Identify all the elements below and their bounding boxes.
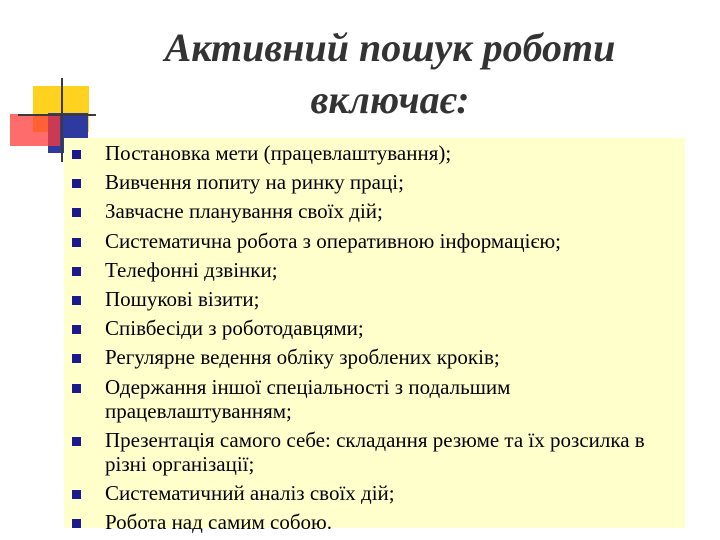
square-bullet-icon <box>72 354 81 363</box>
list-item-text: Телефонні дзвінки; <box>105 257 278 282</box>
list-item-text: Робота над самим собою. <box>105 510 332 535</box>
title-line-1: Активний пошук роботи <box>164 25 616 70</box>
square-bullet-icon <box>72 384 81 393</box>
square-bullet-icon <box>72 490 81 499</box>
bullet-list <box>72 141 672 539</box>
list-item <box>72 345 672 369</box>
list-item-text: Вивчення попиту на ринку праці; <box>105 170 404 195</box>
title-line-2: включає: <box>310 77 470 122</box>
list-item <box>72 287 672 311</box>
list-item-text: Завчасне планування своїх дій; <box>105 199 383 224</box>
list-item <box>72 510 672 534</box>
square-bullet-icon <box>72 267 81 276</box>
list-item-text: Одержання іншої спеціальності з подальшим працевлаштуванням; <box>105 374 511 423</box>
square-bullet-icon <box>72 179 81 188</box>
list-item <box>72 428 672 476</box>
red-square-icon <box>10 114 60 146</box>
square-bullet-icon <box>72 325 81 334</box>
list-item <box>72 229 672 253</box>
list-item <box>72 258 672 282</box>
square-bullet-icon <box>72 437 81 446</box>
list-item-text: Співбесіди з роботодавцями; <box>105 316 364 341</box>
square-bullet-icon <box>72 519 81 528</box>
list-item-text: Презентація самого себе: складання резюме та їх розсилка в різні організації; <box>105 427 645 476</box>
list-item <box>72 199 672 223</box>
square-bullet-icon <box>72 150 81 159</box>
list-item <box>72 170 672 194</box>
square-bullet-icon <box>72 208 81 217</box>
list-item-text: Пошукові візити; <box>105 286 260 311</box>
list-item-text: Регулярне ведення обліку зроблених кроків; <box>105 345 500 370</box>
vertical-line-icon <box>61 78 63 162</box>
list-item <box>72 141 672 165</box>
square-bullet-icon <box>72 296 81 305</box>
list-item <box>72 375 672 423</box>
list-item-text: Систематичний аналіз своїх дій; <box>105 480 395 505</box>
list-item-text: Систематична робота з оперативною інформацією; <box>105 228 562 253</box>
slide-title <box>110 22 670 126</box>
square-bullet-icon <box>72 238 81 247</box>
list-item <box>72 481 672 505</box>
horizontal-line-icon <box>18 114 96 116</box>
list-item-text: Постановка мети (працевлаштування); <box>105 141 452 165</box>
list-item <box>72 316 672 340</box>
